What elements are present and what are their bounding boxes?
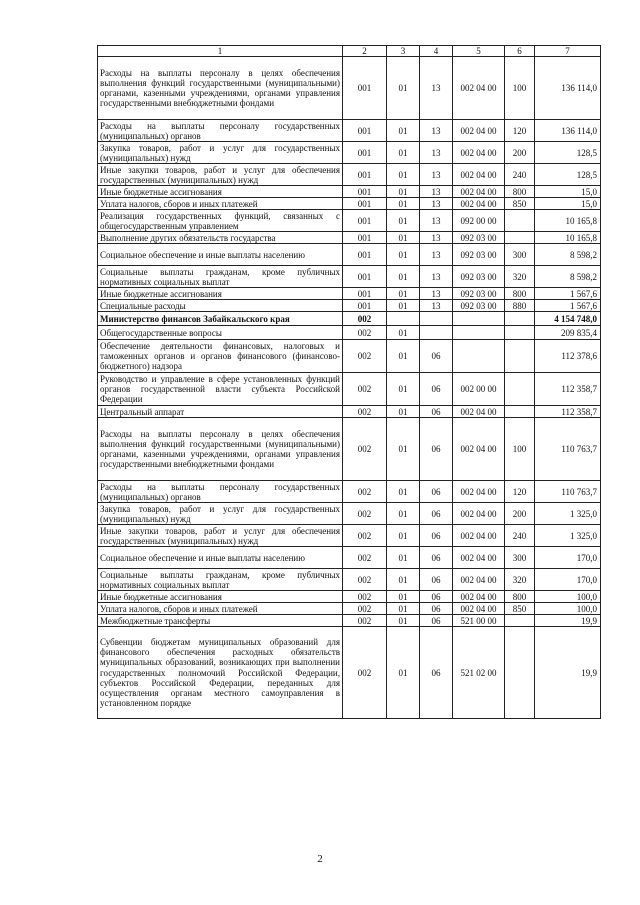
cell-target-article: 002 00 00: [453, 373, 505, 406]
table-row: [98, 244, 601, 266]
cell-amount: 10 165,8: [535, 210, 601, 232]
cell-section: 01: [387, 326, 420, 340]
cell-name: Закупка товаров, работ и услуг для государственных (муниципальных) нужд: [98, 503, 343, 525]
cell-subsection: 13: [420, 288, 453, 300]
cell-subsection: 06: [420, 525, 453, 547]
table-row: [98, 569, 601, 591]
cell-section: 01: [387, 627, 420, 719]
cell-expense-type: [505, 627, 535, 719]
cell-section: 01: [387, 300, 420, 312]
cell-expense-type: 120: [505, 120, 535, 142]
cell-target-article: 002 04 00: [453, 569, 505, 591]
cell-expense-type: 800: [505, 288, 535, 300]
cell-name: Выполнение других обязательств государства: [98, 232, 343, 244]
cell-admin-code: 002: [343, 627, 387, 719]
cell-name: Уплата налогов, сборов и иных платежей: [98, 603, 343, 615]
cell-amount: 209 835,4: [535, 326, 601, 340]
cell-subsection: 06: [420, 340, 453, 373]
cell-admin-code: 002: [343, 481, 387, 503]
cell-name: Социальное обеспечение и иные выплаты населению: [98, 547, 343, 569]
cell-target-article: 521 02 00: [453, 627, 505, 719]
table-row: [98, 300, 601, 312]
cell-admin-code: 002: [343, 312, 387, 326]
cell-admin-code: 002: [343, 373, 387, 406]
cell-section: 01: [387, 164, 420, 186]
cell-subsection: 13: [420, 120, 453, 142]
cell-amount: 170,0: [535, 569, 601, 591]
cell-expense-type: 120: [505, 481, 535, 503]
cell-subsection: [420, 312, 453, 326]
cell-amount: 112 358,7: [535, 373, 601, 406]
cell-expense-type: 300: [505, 244, 535, 266]
cell-amount: 19,9: [535, 627, 601, 719]
table-row: [98, 373, 601, 406]
cell-section: 01: [387, 57, 420, 120]
cell-name: Закупка товаров, работ и услуг для государственных (муниципальных) нужд: [98, 142, 343, 164]
cell-expense-type: 240: [505, 525, 535, 547]
cell-amount: 128,5: [535, 142, 601, 164]
table-row: [98, 198, 601, 210]
cell-admin-code: 002: [343, 547, 387, 569]
header-col-2: 2: [343, 46, 387, 57]
cell-name: Иные закупки товаров, работ и услуг для обеспечения государственных (муниципальных) нужд: [98, 525, 343, 547]
cell-name: Субвенции бюджетам муниципальных образований для финансового обеспечения расходных обязательств муниципальных образований, возникающих при выполнении государственных полномочий Российской Федерации, субъектов Российской Федерации, переданных для осуществления органам местного самоуправления в установленном порядке: [98, 627, 343, 719]
cell-amount: 15,0: [535, 186, 601, 198]
table-row: [98, 340, 601, 373]
cell-amount: 8 598,2: [535, 244, 601, 266]
cell-amount: 112 358,7: [535, 406, 601, 418]
cell-expense-type: [505, 373, 535, 406]
cell-name: Реализация государственных функций, связанных с общегосударственным управлением: [98, 210, 343, 232]
cell-subsection: 13: [420, 142, 453, 164]
cell-expense-type: [505, 340, 535, 373]
cell-name: Социальные выплаты гражданам, кроме публичных нормативных социальных выплат: [98, 569, 343, 591]
table-row: [98, 547, 601, 569]
table-row: [98, 266, 601, 288]
header-row: [98, 46, 601, 57]
cell-section: 01: [387, 120, 420, 142]
cell-target-article: [453, 326, 505, 340]
cell-target-article: 092 03 00: [453, 244, 505, 266]
cell-subsection: 06: [420, 569, 453, 591]
cell-amount: 110 763,7: [535, 418, 601, 481]
table-row: [98, 186, 601, 198]
cell-expense-type: [505, 232, 535, 244]
table-row: [98, 210, 601, 232]
cell-subsection: [420, 326, 453, 340]
cell-section: 01: [387, 142, 420, 164]
cell-amount: 112 378,6: [535, 340, 601, 373]
cell-expense-type: 320: [505, 569, 535, 591]
table-row: [98, 525, 601, 547]
cell-amount: 19,9: [535, 615, 601, 627]
cell-expense-type: 200: [505, 142, 535, 164]
cell-target-article: 002 04 00: [453, 547, 505, 569]
cell-admin-code: 002: [343, 340, 387, 373]
page-number: 2: [317, 853, 323, 865]
cell-section: 01: [387, 481, 420, 503]
cell-subsection: 06: [420, 591, 453, 603]
cell-expense-type: 240: [505, 164, 535, 186]
cell-amount: 110 763,7: [535, 481, 601, 503]
header-col-6: 6: [505, 46, 535, 57]
cell-expense-type: 200: [505, 503, 535, 525]
cell-admin-code: 001: [343, 186, 387, 198]
table-row: [98, 418, 601, 481]
cell-target-article: 092 03 00: [453, 232, 505, 244]
cell-amount: 170,0: [535, 547, 601, 569]
cell-target-article: 002 04 00: [453, 164, 505, 186]
cell-section: 01: [387, 232, 420, 244]
cell-expense-type: [505, 210, 535, 232]
cell-section: 01: [387, 615, 420, 627]
cell-name: Социальные выплаты гражданам, кроме публичных нормативных социальных выплат: [98, 266, 343, 288]
table-row: [98, 603, 601, 615]
cell-target-article: [453, 340, 505, 373]
cell-expense-type: [505, 406, 535, 418]
cell-expense-type: 850: [505, 198, 535, 210]
cell-subsection: 13: [420, 266, 453, 288]
cell-admin-code: 002: [343, 326, 387, 340]
cell-subsection: 13: [420, 244, 453, 266]
cell-expense-type: 100: [505, 418, 535, 481]
cell-amount: 1 567,6: [535, 300, 601, 312]
cell-expense-type: [505, 312, 535, 326]
cell-section: 01: [387, 603, 420, 615]
cell-subsection: 06: [420, 503, 453, 525]
cell-section: 01: [387, 503, 420, 525]
cell-name: Общегосударственные вопросы: [98, 326, 343, 340]
cell-section: 01: [387, 186, 420, 198]
cell-name: Расходы на выплаты персоналу в целях обеспечения выполнения функций государственными (муниципальными) органами, казенными учреждениями, органами управления государственными внебюджетными фондами: [98, 418, 343, 481]
cell-admin-code: 001: [343, 164, 387, 186]
cell-amount: 136 114,0: [535, 120, 601, 142]
cell-admin-code: 001: [343, 120, 387, 142]
cell-admin-code: 001: [343, 57, 387, 120]
table-row: [98, 232, 601, 244]
cell-section: 01: [387, 266, 420, 288]
cell-name: Уплата налогов, сборов и иных платежей: [98, 198, 343, 210]
cell-expense-type: [505, 615, 535, 627]
cell-subsection: 06: [420, 406, 453, 418]
cell-target-article: 002 04 00: [453, 406, 505, 418]
cell-admin-code: 001: [343, 142, 387, 164]
cell-subsection: 13: [420, 57, 453, 120]
header-col-1: 1: [98, 46, 343, 57]
cell-admin-code: 002: [343, 418, 387, 481]
header-col-7: 7: [535, 46, 601, 57]
cell-admin-code: 002: [343, 615, 387, 627]
cell-target-article: 002 04 00: [453, 591, 505, 603]
cell-target-article: 002 04 00: [453, 503, 505, 525]
table-row: [98, 142, 601, 164]
table-row: [98, 406, 601, 418]
cell-name: Иные закупки товаров, работ и услуг для обеспечения государственных (муниципальных) нужд: [98, 164, 343, 186]
cell-section: 01: [387, 547, 420, 569]
cell-admin-code: 001: [343, 288, 387, 300]
cell-subsection: 06: [420, 615, 453, 627]
cell-amount: 15,0: [535, 198, 601, 210]
cell-target-article: 002 04 00: [453, 142, 505, 164]
table-row: [98, 591, 601, 603]
cell-name: Иные бюджетные ассигнования: [98, 186, 343, 198]
cell-name: Иные бюджетные ассигнования: [98, 288, 343, 300]
cell-name: Иные бюджетные ассигнования: [98, 591, 343, 603]
cell-admin-code: 002: [343, 503, 387, 525]
cell-section: 01: [387, 288, 420, 300]
cell-admin-code: 001: [343, 244, 387, 266]
cell-admin-code: 002: [343, 525, 387, 547]
cell-target-article: 092 03 00: [453, 288, 505, 300]
cell-section: 01: [387, 244, 420, 266]
cell-target-article: 002 04 00: [453, 198, 505, 210]
table-body: [98, 57, 601, 719]
cell-name: Расходы на выплаты персоналу в целях обеспечения выполнения функций государственными (муниципальными) органами, казенными учреждениями, органами управления государственными внебюджетными фондами: [98, 57, 343, 120]
cell-name: Межбюджетные трансферты: [98, 615, 343, 627]
cell-section: 01: [387, 340, 420, 373]
cell-admin-code: 002: [343, 406, 387, 418]
cell-target-article: [453, 312, 505, 326]
cell-subsection: 13: [420, 300, 453, 312]
cell-amount: 100,0: [535, 591, 601, 603]
cell-target-article: 092 00 00: [453, 210, 505, 232]
cell-expense-type: 100: [505, 57, 535, 120]
table-row: [98, 57, 601, 120]
cell-amount: 100,0: [535, 603, 601, 615]
cell-target-article: 002 04 00: [453, 57, 505, 120]
cell-name: Министерство финансов Забайкальского края: [98, 312, 343, 326]
cell-expense-type: [505, 326, 535, 340]
cell-admin-code: 002: [343, 591, 387, 603]
cell-section: [387, 312, 420, 326]
cell-subsection: 06: [420, 418, 453, 481]
cell-target-article: 521 00 00: [453, 615, 505, 627]
budget-table: [97, 45, 601, 719]
table-row: [98, 288, 601, 300]
cell-section: 01: [387, 591, 420, 603]
cell-subsection: 06: [420, 627, 453, 719]
cell-expense-type: 800: [505, 186, 535, 198]
cell-expense-type: 800: [505, 591, 535, 603]
table-row: [98, 326, 601, 340]
cell-subsection: 13: [420, 186, 453, 198]
cell-subsection: 13: [420, 232, 453, 244]
table-row: [98, 615, 601, 627]
cell-section: 01: [387, 198, 420, 210]
cell-subsection: 13: [420, 198, 453, 210]
cell-subsection: 13: [420, 164, 453, 186]
cell-admin-code: 001: [343, 198, 387, 210]
cell-amount: 8 598,2: [535, 266, 601, 288]
cell-section: 01: [387, 406, 420, 418]
cell-section: 01: [387, 210, 420, 232]
cell-admin-code: 001: [343, 232, 387, 244]
table-row: [98, 312, 601, 326]
cell-section: 01: [387, 525, 420, 547]
cell-target-article: 002 04 00: [453, 120, 505, 142]
table-row: [98, 481, 601, 503]
cell-amount: 1 567,6: [535, 288, 601, 300]
cell-target-article: 092 03 00: [453, 300, 505, 312]
cell-target-article: 002 04 00: [453, 481, 505, 503]
cell-section: 01: [387, 373, 420, 406]
cell-amount: 10 165,8: [535, 232, 601, 244]
cell-subsection: 06: [420, 481, 453, 503]
cell-amount: 1 325,0: [535, 525, 601, 547]
header-col-5: 5: [453, 46, 505, 57]
cell-subsection: 06: [420, 603, 453, 615]
cell-amount: 1 325,0: [535, 503, 601, 525]
cell-expense-type: 880: [505, 300, 535, 312]
cell-target-article: 092 03 00: [453, 266, 505, 288]
cell-amount: 136 114,0: [535, 57, 601, 120]
cell-expense-type: 300: [505, 547, 535, 569]
cell-target-article: 002 04 00: [453, 418, 505, 481]
cell-admin-code: 002: [343, 603, 387, 615]
header-col-4: 4: [420, 46, 453, 57]
cell-admin-code: 001: [343, 210, 387, 232]
header-col-3: 3: [387, 46, 420, 57]
cell-name: Расходы на выплаты персоналу государственных (муниципальных) органов: [98, 120, 343, 142]
table-row: [98, 164, 601, 186]
cell-name: Расходы на выплаты персоналу государственных (муниципальных) органов: [98, 481, 343, 503]
cell-name: Центральный аппарат: [98, 406, 343, 418]
cell-expense-type: 320: [505, 266, 535, 288]
cell-admin-code: 001: [343, 300, 387, 312]
table-row: [98, 503, 601, 525]
cell-name: Специальные расходы: [98, 300, 343, 312]
cell-admin-code: 001: [343, 266, 387, 288]
cell-name: Социальное обеспечение и иные выплаты населению: [98, 244, 343, 266]
table-row: [98, 120, 601, 142]
cell-amount: 4 154 748,0: [535, 312, 601, 326]
cell-target-article: 002 04 00: [453, 525, 505, 547]
cell-section: 01: [387, 418, 420, 481]
cell-subsection: 06: [420, 547, 453, 569]
cell-subsection: 06: [420, 373, 453, 406]
cell-target-article: 002 04 00: [453, 186, 505, 198]
cell-name: Руководство и управление в сфере установленных функций органов государственной власти субъекта Российской Федерации: [98, 373, 343, 406]
cell-expense-type: 850: [505, 603, 535, 615]
cell-name: Обеспечение деятельности финансовых, налоговых и таможенных органов и органов финансового (финансово-бюджетного) надзора: [98, 340, 343, 373]
cell-admin-code: 002: [343, 569, 387, 591]
cell-subsection: 13: [420, 210, 453, 232]
cell-target-article: 002 04 00: [453, 603, 505, 615]
cell-amount: 128,5: [535, 164, 601, 186]
cell-section: 01: [387, 569, 420, 591]
table-row: [98, 627, 601, 719]
